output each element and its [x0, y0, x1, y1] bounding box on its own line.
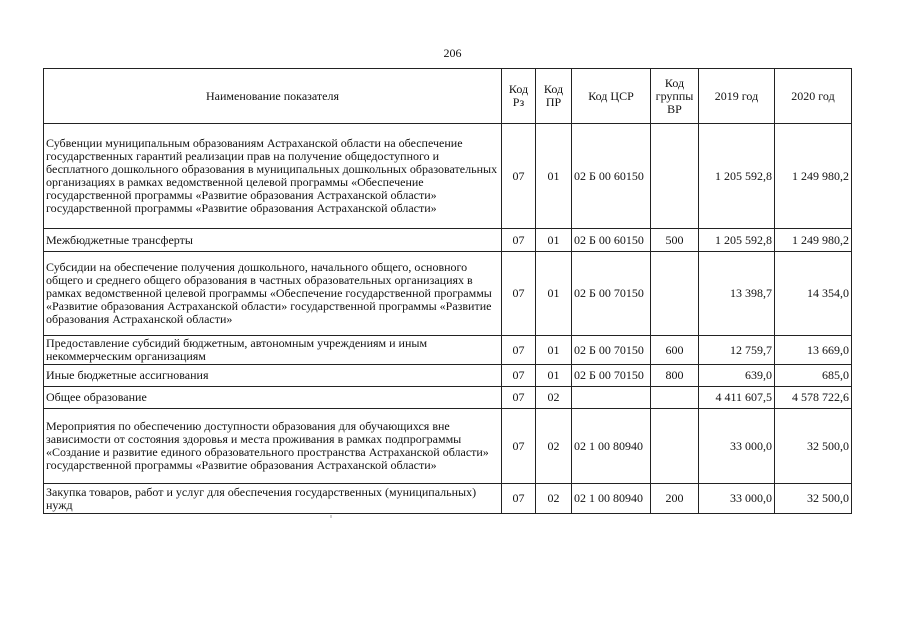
table-row [44, 124, 852, 229]
cell-pr: 01 [536, 336, 572, 365]
cell-vr [651, 409, 699, 484]
cell-2020: 1 249 980,2 [775, 229, 852, 252]
cell-vr [651, 124, 699, 229]
cell-vr [651, 387, 699, 409]
table-row [44, 387, 852, 409]
cell-pr: 02 [536, 409, 572, 484]
scan-artifact [330, 515, 332, 518]
cell-name: Общее образование [44, 387, 502, 409]
cell-2019: 1 205 592,8 [699, 229, 775, 252]
table-row [44, 336, 852, 365]
cell-rz: 07 [502, 409, 536, 484]
page-number: 206 [443, 46, 462, 60]
cell-vr [651, 252, 699, 336]
cell-2020: 13 669,0 [775, 336, 852, 365]
cell-2020: 32 500,0 [775, 409, 852, 484]
cell-pr: 01 [536, 252, 572, 336]
cell-pr: 01 [536, 124, 572, 229]
cell-rz: 07 [502, 252, 536, 336]
cell-2020: 32 500,0 [775, 484, 852, 514]
header-2019: 2019 год [699, 69, 775, 124]
cell-vr: 200 [651, 484, 699, 514]
cell-rz: 07 [502, 124, 536, 229]
cell-2020: 685,0 [775, 365, 852, 387]
cell-csr: 02 Б 00 70150 [572, 336, 651, 365]
cell-rz: 07 [502, 229, 536, 252]
cell-name: Иные бюджетные ассигнования [44, 365, 502, 387]
cell-name: Субвенции муниципальным образованиям Астраханской области на обеспечение государственных гарантий реализации прав на получение общедоступного и бесплатного дошкольного образования в муниципальных дошкольных образовательных организациях в рамках ведомственной целевой программы «Обеспечение государственной программы «Развитие образования Астраханской области» государственной программы «Развитие образования Астраханской области» [44, 124, 502, 229]
cell-2019: 33 000,0 [699, 409, 775, 484]
cell-name: Закупка товаров, работ и услуг для обеспечения государственных (муниципальных) нужд [44, 484, 502, 514]
cell-csr: 02 1 00 80940 [572, 484, 651, 514]
table-row [44, 229, 852, 252]
cell-name: Межбюджетные трансферты [44, 229, 502, 252]
cell-2019: 1 205 592,8 [699, 124, 775, 229]
cell-rz: 07 [502, 484, 536, 514]
cell-csr [572, 387, 651, 409]
cell-csr: 02 Б 00 70150 [572, 252, 651, 336]
cell-pr: 02 [536, 387, 572, 409]
table-row [44, 252, 852, 336]
cell-rz: 07 [502, 365, 536, 387]
table-row [44, 365, 852, 387]
cell-name: Мероприятия по обеспечению доступности образования для обучающихся вне зависимости от состояния здоровья и места проживания в рамках подпрограммы «Создание и развитие единого образовательного пространства Астраханской области» государственной программы «Развитие образования Астраханской области» [44, 409, 502, 484]
cell-pr: 01 [536, 365, 572, 387]
header-2020: 2020 год [775, 69, 852, 124]
table-row [44, 409, 852, 484]
cell-pr: 02 [536, 484, 572, 514]
cell-csr: 02 Б 00 60150 [572, 124, 651, 229]
cell-2020: 1 249 980,2 [775, 124, 852, 229]
header-rz: Код Рз [502, 69, 536, 124]
cell-2020: 4 578 722,6 [775, 387, 852, 409]
cell-2019: 13 398,7 [699, 252, 775, 336]
table-header-row [44, 69, 852, 124]
budget-table [43, 68, 852, 514]
cell-csr: 02 Б 00 60150 [572, 229, 651, 252]
cell-2019: 33 000,0 [699, 484, 775, 514]
cell-vr: 800 [651, 365, 699, 387]
header-pr: Код ПР [536, 69, 572, 124]
cell-2019: 12 759,7 [699, 336, 775, 365]
header-csr: Код ЦСР [572, 69, 651, 124]
cell-csr: 02 1 00 80940 [572, 409, 651, 484]
cell-rz: 07 [502, 336, 536, 365]
cell-vr: 600 [651, 336, 699, 365]
header-vr: Код группы ВР [651, 69, 699, 124]
cell-name: Субсидии на обеспечение получения дошкольного, начального общего, основного общего и среднего общего образования в частных образовательных организациях в рамках ведомственной целевой программы «Обеспечение государственной программы «Развитие образования Астраханской области» государственной программы «Развитие образования Астраханской области» [44, 252, 502, 336]
table-row [44, 484, 852, 514]
cell-2020: 14 354,0 [775, 252, 852, 336]
cell-pr: 01 [536, 229, 572, 252]
cell-vr: 500 [651, 229, 699, 252]
cell-2019: 4 411 607,5 [699, 387, 775, 409]
cell-2019: 639,0 [699, 365, 775, 387]
cell-rz: 07 [502, 387, 536, 409]
header-name: Наименование показателя [44, 69, 502, 124]
cell-name: Предоставление субсидий бюджетным, автономным учреждениям и иным некоммерческим организациям [44, 336, 502, 365]
cell-csr: 02 Б 00 70150 [572, 365, 651, 387]
